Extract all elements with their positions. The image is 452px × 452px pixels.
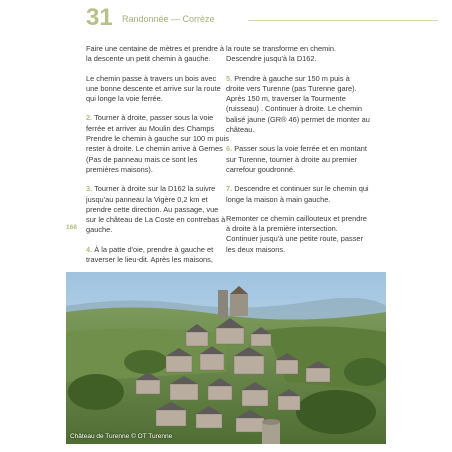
page-number: 168 (66, 224, 77, 231)
paragraph-text: Passer sous la voie ferrée et en montant sur Turenne, tourner à droite au premier carrefour goudronné. (226, 144, 367, 174)
paragraph-text: Remonter ce chemin caillouteux et prendre à droite à la première intersection. Continuer jusqu'à une petite route, passer les deux maisons. (226, 213, 367, 254)
paragraph (86, 44, 230, 65)
paragraph (86, 184, 233, 235)
step-number: 3. (86, 184, 93, 194)
paragraph-text: Le chemin passe à travers un bois avec une bonne descente et arrive sur la route qui longe la voie ferrée. (86, 73, 221, 104)
step-number: 5. (226, 73, 233, 83)
right-text-column (226, 44, 370, 264)
photo-caption: Château de Turenne © OT Turenne (70, 433, 173, 440)
paragraph (226, 144, 370, 175)
paragraph (226, 214, 370, 255)
paragraph (226, 44, 370, 65)
paragraph (226, 184, 370, 205)
paragraph (226, 74, 370, 136)
paragraph-text: Tourner à droite, passer sous la voie ferrée et arriver au Moulin des Champs Prendre le chemin à gauche sur 100 m puis rester à droite. Le chemin arrive à Gernes (Pas de panneau mais ce sont les premières maisons). (86, 113, 229, 174)
header-rule (248, 20, 438, 21)
paragraph-text: la route se transforme en chemin. Descendre jusqu'à la D162. (226, 44, 337, 64)
left-text-column (86, 44, 233, 274)
paragraph (86, 73, 233, 105)
paragraph-text: À la patte d'oie, prendre à gauche et traverser le lieu-dit. Après les maisons, (86, 244, 214, 265)
paragraph-text: Prendre à gauche sur 150 m puis à droite vers Turenne (pas Turenne gare). Après 150 m, traverser la Tourmente (ruisseau) . Continuer à droite. Le chemin balisé jaune (GR® 46) permet de monter au château. (226, 73, 370, 135)
step-number: 7. (226, 184, 233, 194)
paragraph (86, 245, 230, 266)
paragraph-text: Faire une centaine de mètres et prendre à la descente un petit chemin à gauche. (86, 44, 225, 64)
paragraph (86, 113, 233, 175)
village-photo (66, 272, 386, 444)
chapter-number: 31 (86, 4, 113, 31)
paragraph-text: Descendre et continuer sur le chemin qui longe la maison à main gauche. (226, 184, 369, 204)
step-number: 4. (86, 244, 93, 254)
step-number: 6. (226, 144, 233, 154)
chapter-header (86, 4, 356, 34)
paragraph-text: Tourner à droite sur la D162 la suivre jusqu'au panneau la Vigère 0,2 km et prendre cette direction. Au passage, vue sur le château de La Coste en contrebas à gauche. (86, 184, 226, 235)
photo-illustration (66, 272, 386, 444)
step-number: 2. (86, 113, 93, 123)
chapter-title: Randonnée — Corrèze (122, 14, 215, 24)
